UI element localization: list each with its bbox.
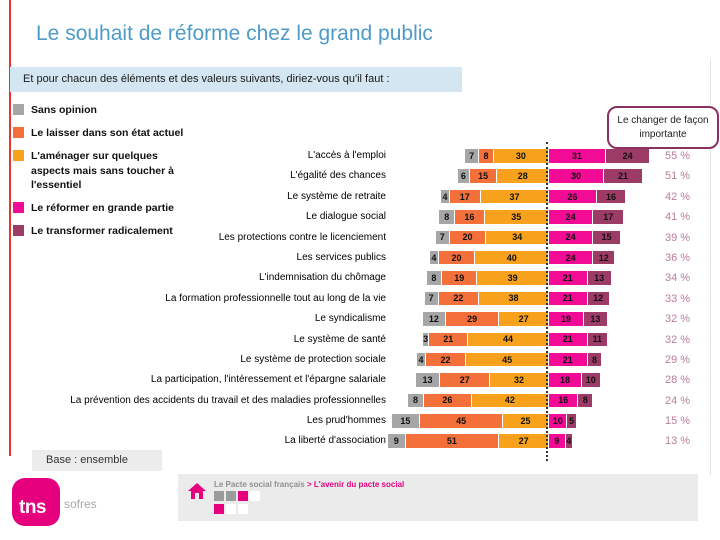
tns-logo-text: tns (19, 497, 46, 518)
bar-segment: 44 (467, 333, 548, 347)
bar-segment: 42 (471, 394, 548, 408)
bar-segment: 16 (548, 394, 577, 408)
divider-dashed-line (546, 142, 548, 461)
bar-segment: 8 (427, 271, 442, 285)
bars-left-group (441, 190, 548, 204)
bar-segment: 18 (548, 373, 581, 387)
chart-row (0, 330, 720, 350)
bars-left-group (430, 251, 548, 265)
row-total: 55 % (665, 150, 691, 162)
callout-box: Le changer de façon importante (607, 106, 719, 149)
breadcrumb-page-link[interactable]: L'avenir du pacte social (313, 480, 405, 489)
bars-left-group (423, 312, 548, 326)
nav-square[interactable] (214, 504, 224, 514)
bars-right-group (548, 190, 625, 204)
bar-segment: 24 (548, 251, 592, 265)
bars-right-group (548, 434, 572, 448)
bar-segment: 17 (592, 210, 623, 224)
row-label: Les protections contre le licenciement (218, 231, 386, 243)
bar-segment: 8 (408, 394, 423, 408)
legend-label: Le transformer radicalement (31, 225, 173, 238)
bar-segment: 27 (439, 373, 489, 387)
bar-segment: 24 (605, 149, 649, 163)
row-label: Les prud'hommes (306, 415, 386, 427)
bar-segment: 29 (445, 312, 498, 326)
row-total: 33 % (665, 292, 691, 305)
chart-row (0, 187, 720, 207)
tns-logo (12, 478, 60, 526)
bar-segment: 35 (484, 210, 548, 224)
row-total: 32 % (665, 313, 691, 326)
bars-left-group (423, 333, 548, 347)
bars-left-group (465, 149, 548, 163)
bar-segment: 4 (431, 252, 437, 263)
bars-left-group (417, 353, 548, 367)
chart-row (0, 289, 720, 309)
row-label: L'égalité des chances (290, 170, 386, 182)
sofres-logo-text: sofres (64, 497, 97, 511)
bar-segment: 21 (548, 292, 587, 306)
bar-segment: 45 (419, 414, 502, 428)
bars-right-group (548, 414, 576, 428)
nav-square[interactable] (226, 491, 236, 501)
bar-segment: 24 (548, 210, 592, 224)
bar-segment: 21 (548, 333, 587, 347)
row-total: 41 % (665, 211, 691, 224)
row-label: La formation professionnelle tout au long de la vie (165, 292, 386, 304)
bar-segment: 13 (587, 271, 611, 285)
bars-right-group (548, 353, 601, 367)
row-total: 13 % (665, 435, 691, 448)
bar-segment: 15 (592, 231, 620, 245)
bars-right-group (548, 210, 623, 224)
row-total: 29 % (665, 353, 691, 366)
bar-segment: 38 (478, 292, 548, 306)
bar-segment: 22 (425, 353, 465, 367)
legend-color-chip (13, 127, 24, 138)
bar-segment: 4 (566, 436, 572, 447)
row-total: 34 % (665, 272, 691, 285)
bar-segment: 19 (548, 312, 583, 326)
bars-right-group (548, 271, 611, 285)
bar-segment: 30 (548, 169, 603, 183)
row-total: 15 % (665, 415, 691, 428)
nav-squares-row2 (214, 504, 248, 514)
row-label: Les services publics (296, 251, 386, 263)
footer-bar (178, 474, 698, 521)
bars-right-group (548, 333, 607, 347)
bar-segment: 25 (502, 414, 548, 428)
bar-segment: 3 (423, 334, 429, 345)
bar-segment: 17 (449, 190, 480, 204)
bar-segment: 12 (423, 312, 445, 326)
bar-segment: 20 (449, 231, 486, 245)
bar-segment: 31 (548, 149, 605, 163)
bars-right-group (548, 251, 614, 265)
bar-segment: 13 (416, 373, 440, 387)
bars-left-group (388, 434, 548, 448)
bar-segment: 26 (548, 190, 596, 204)
bars-right-group (548, 169, 642, 183)
row-label: L'accès à l'emploi (307, 150, 386, 161)
bar-segment: 11 (587, 333, 607, 347)
bar-segment: 19 (441, 271, 476, 285)
bars-left-group (436, 231, 548, 245)
bar-segment: 4 (442, 191, 448, 202)
chart-row (0, 411, 720, 431)
bars-left-group (427, 271, 548, 285)
row-total: 39 % (665, 231, 691, 244)
bar-segment: 8 (439, 210, 454, 224)
bar-segment: 12 (592, 251, 614, 265)
chart-rows (0, 146, 720, 452)
legend-item (13, 126, 191, 140)
bars-left-group (392, 414, 548, 428)
bar-segment: 13 (583, 312, 607, 326)
bar-segment: 15 (469, 169, 497, 183)
bar-segment: 7 (465, 149, 478, 163)
bar-segment: 37 (480, 190, 548, 204)
bar-segment: 21 (603, 169, 642, 183)
bar-segment: 5 (566, 414, 575, 428)
chart-row (0, 207, 720, 227)
bar-segment: 45 (465, 353, 548, 367)
row-total: 28 % (665, 374, 691, 387)
bar-segment: 8 (478, 149, 493, 163)
breadcrumb (214, 480, 404, 489)
bar-segment: 24 (548, 231, 592, 245)
bar-segment: 12 (587, 292, 609, 306)
question-banner: Et pour chacun des éléments et des valeurs suivants, diriez-vous qu'il faut : (10, 67, 462, 92)
row-total: 36 % (665, 251, 691, 264)
chart-row (0, 166, 720, 186)
bar-segment: 40 (474, 251, 548, 265)
bars-left-group (425, 292, 548, 306)
row-label: Le système de retraite (287, 190, 386, 202)
bar-segment: 9 (548, 434, 565, 448)
bars-right-group (548, 149, 649, 163)
bars-right-group (548, 312, 607, 326)
bars-left-group (439, 210, 548, 224)
bars-right-group (548, 292, 609, 306)
row-total: 51 % (665, 170, 691, 183)
legend-label: Le laisser dans son état actuel (31, 127, 184, 140)
bar-segment: 8 (577, 394, 592, 408)
bars-right-group (548, 394, 592, 408)
bar-segment: 16 (596, 190, 625, 204)
bar-segment: 51 (405, 434, 499, 448)
bars-left-group (416, 373, 548, 387)
chart-row (0, 350, 720, 370)
bar-segment: 21 (548, 353, 587, 367)
bars-left-group (408, 394, 548, 408)
bar-segment: 28 (496, 169, 548, 183)
row-label: La liberté d'association (284, 435, 386, 447)
nav-square[interactable] (226, 504, 236, 514)
row-label: Le système de protection sociale (240, 353, 386, 365)
chart-row (0, 228, 720, 248)
bar-segment: 8 (587, 353, 602, 367)
nav-square[interactable] (238, 491, 248, 501)
legend-label: Le réformer en grande partie (31, 201, 174, 214)
chart-row (0, 248, 720, 268)
bar-segment: 7 (425, 292, 438, 306)
page-title: Le souhait de réforme chez le grand public (36, 22, 433, 45)
bar-segment: 30 (493, 149, 548, 163)
chart-row (0, 431, 720, 451)
bar-segment: 26 (423, 394, 471, 408)
nav-square[interactable] (250, 491, 260, 501)
row-total: 32 % (665, 333, 691, 346)
row-total: 42 % (665, 190, 691, 203)
bars-right-group (548, 231, 620, 245)
row-label: L'indemnisation du chômage (259, 272, 386, 284)
legend-label: L'aménager sur quelques aspects mais sans toucher à l'essentiel (31, 150, 174, 191)
chart-row (0, 146, 720, 166)
row-label: Le dialogue social (305, 211, 386, 223)
bar-segment: 27 (498, 312, 548, 326)
bar-segment: 22 (438, 292, 478, 306)
breadcrumb-section: Le Pacte social français (214, 480, 305, 489)
bar-segment: 15 (392, 414, 420, 428)
legend-color-chip (13, 104, 24, 115)
bar-segment: 39 (476, 271, 548, 285)
bar-segment: 10 (548, 414, 566, 428)
legend-item (13, 103, 191, 117)
bars-right-group (548, 373, 600, 387)
home-icon[interactable] (188, 483, 206, 499)
row-label: La prévention des accidents du travail et des maladies professionnelles (70, 394, 386, 406)
bar-segment: 6 (458, 169, 469, 183)
row-total: 24 % (665, 394, 691, 407)
breadcrumb-separator: > (306, 480, 312, 489)
bar-segment: 7 (436, 231, 449, 245)
bar-segment: 20 (438, 251, 475, 265)
bar-segment: 27 (498, 434, 548, 448)
row-label: Le système de santé (293, 333, 386, 345)
bar-segment: 32 (489, 373, 548, 387)
bar-segment: 9 (388, 434, 405, 448)
bar-segment: 34 (485, 231, 548, 245)
bar-segment: 4 (418, 354, 424, 365)
nav-squares-row1 (214, 491, 260, 501)
row-label: La participation, l'intéressement et l'épargne salariale (150, 374, 386, 386)
bar-segment: 10 (581, 373, 599, 387)
bar-segment: 21 (548, 271, 587, 285)
chart-row (0, 268, 720, 288)
nav-square[interactable] (214, 491, 224, 501)
bar-segment: 21 (428, 333, 467, 347)
base-note: Base : ensemble (32, 450, 162, 471)
legend-label: Sans opinion (31, 104, 97, 116)
bars-left-group (458, 169, 548, 183)
bar-segment: 16 (454, 210, 483, 224)
row-label: Le syndicalisme (314, 313, 386, 325)
chart-row (0, 370, 720, 390)
nav-square[interactable] (238, 504, 248, 514)
chart-row (0, 391, 720, 411)
chart-row (0, 309, 720, 329)
